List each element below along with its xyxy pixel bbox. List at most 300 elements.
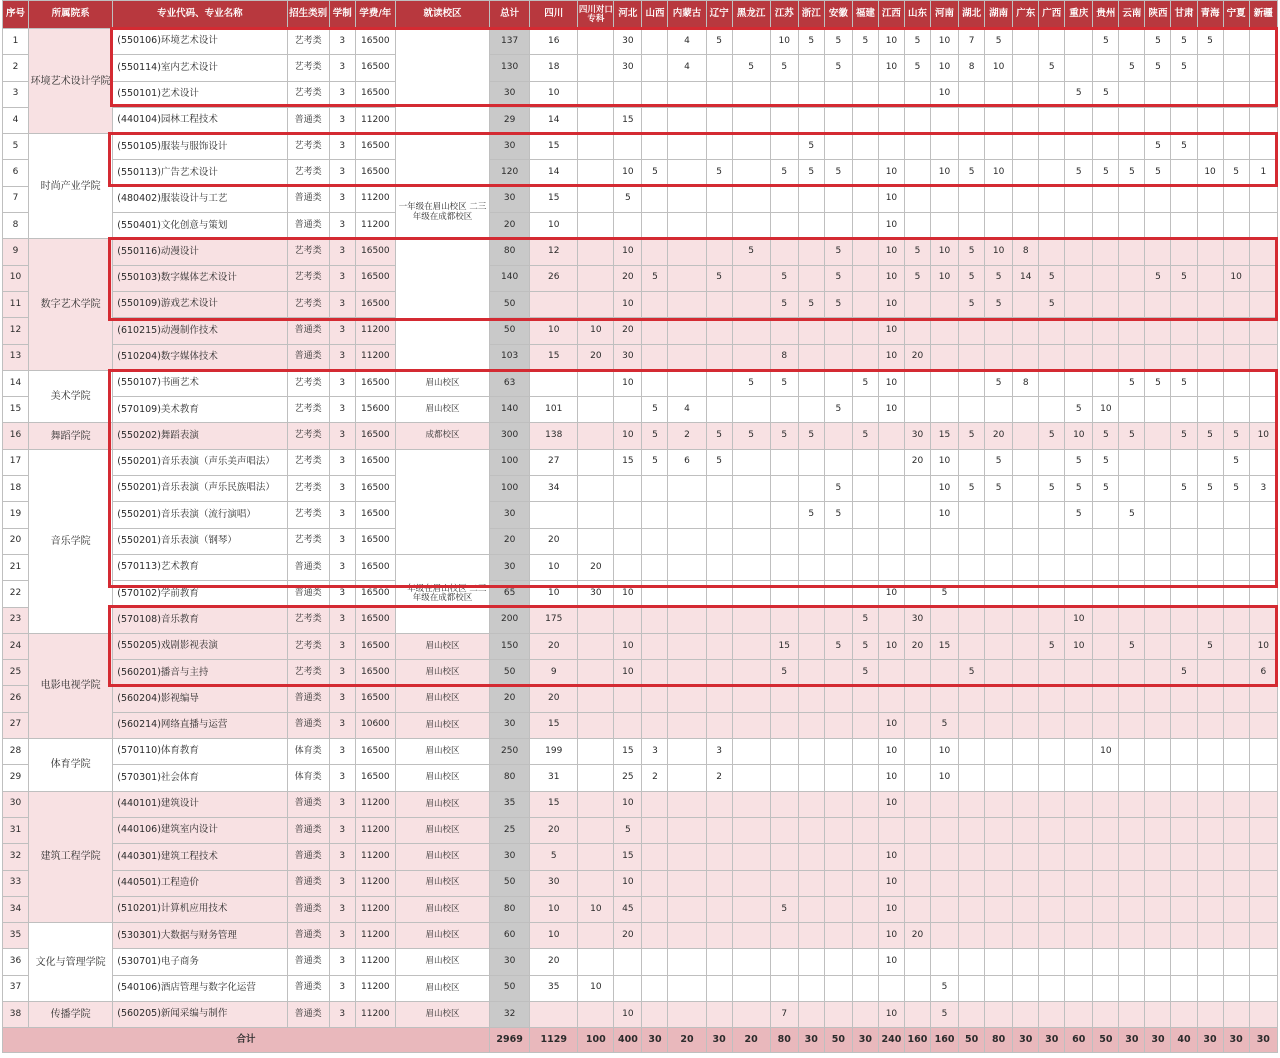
enrollment-type: 普通类 <box>287 923 329 949</box>
province-quota <box>1197 817 1223 843</box>
province-quota <box>668 1001 706 1027</box>
province-quota <box>1039 239 1065 265</box>
province-quota <box>1093 765 1119 791</box>
major-name: (570113)艺术教育 <box>113 554 287 580</box>
study-years: 3 <box>329 554 355 580</box>
province-quota: 10 <box>614 581 642 607</box>
table-row <box>3 817 1278 843</box>
province-quota <box>1013 186 1039 212</box>
enrollment-type: 艺考类 <box>287 607 329 633</box>
province-quota: 15 <box>931 633 959 659</box>
province-quota <box>1013 160 1039 186</box>
province-quota <box>1065 213 1093 239</box>
row-number: 31 <box>3 817 29 843</box>
province-quota: 5 <box>824 502 852 528</box>
province-quota <box>732 134 770 160</box>
province-quota <box>1013 449 1039 475</box>
province-quota <box>931 870 959 896</box>
enrollment-type: 普通类 <box>287 186 329 212</box>
province-quota: 5 <box>1093 476 1119 502</box>
province-quota <box>985 1001 1013 1027</box>
tuition-fee: 16500 <box>355 765 395 791</box>
province-quota: 5 <box>798 502 824 528</box>
province-quota <box>1013 607 1039 633</box>
province-quota <box>852 923 878 949</box>
province-quota <box>1013 975 1039 1001</box>
province-quota <box>904 554 930 580</box>
province-quota: 10 <box>530 554 578 580</box>
province-quota <box>1119 1001 1145 1027</box>
province-quota <box>959 186 985 212</box>
province-quota <box>578 502 614 528</box>
province-quota <box>1119 476 1145 502</box>
study-years: 3 <box>329 160 355 186</box>
province-quota <box>852 186 878 212</box>
province-quota: 45 <box>614 896 642 922</box>
province-quota <box>668 607 706 633</box>
province-quota <box>959 712 985 738</box>
province-quota <box>668 502 706 528</box>
row-number: 5 <box>3 134 29 160</box>
province-quota <box>614 949 642 975</box>
enrollment-type: 普通类 <box>287 686 329 712</box>
province-quota <box>614 502 642 528</box>
province-quota: 10 <box>1065 633 1093 659</box>
province-quota <box>706 607 732 633</box>
province-quota <box>931 660 959 686</box>
province-quota: 5 <box>642 265 668 291</box>
province-quota <box>668 81 706 107</box>
province-quota <box>1065 844 1093 870</box>
province-quota: 5 <box>1171 134 1197 160</box>
province-quota <box>959 765 985 791</box>
province-quota <box>770 765 798 791</box>
enrollment-type: 普通类 <box>287 870 329 896</box>
province-quota <box>852 449 878 475</box>
province-quota <box>904 870 930 896</box>
province-quota <box>642 213 668 239</box>
province-quota <box>824 318 852 344</box>
province-quota: 5 <box>985 265 1013 291</box>
province-quota <box>824 686 852 712</box>
province-quota <box>1145 528 1171 554</box>
province-quota <box>852 554 878 580</box>
province-quota: 20 <box>530 633 578 659</box>
province-quota <box>770 686 798 712</box>
table-row <box>3 265 1278 291</box>
province-quota: 10 <box>530 581 578 607</box>
province-quota <box>798 975 824 1001</box>
province-quota: 5 <box>798 423 824 449</box>
province-quota <box>931 896 959 922</box>
province-quota <box>1171 791 1197 817</box>
province-quota <box>1013 476 1039 502</box>
tuition-fee: 10600 <box>355 712 395 738</box>
province-quota <box>1171 633 1197 659</box>
campus-cell: 眉山校区 <box>395 397 489 423</box>
tuition-fee: 16500 <box>355 660 395 686</box>
province-total: 400 <box>614 1028 642 1053</box>
province-total: 30 <box>1145 1028 1171 1053</box>
campus-cell: 眉山校区 <box>395 712 489 738</box>
major-name: (550114)室内艺术设计 <box>113 55 287 81</box>
province-quota <box>959 449 985 475</box>
province-quota <box>1145 712 1171 738</box>
province-quota <box>1197 344 1223 370</box>
province-quota <box>852 502 878 528</box>
major-name: (550101)艺术设计 <box>113 81 287 107</box>
province-quota <box>1249 81 1277 107</box>
province-quota <box>1145 449 1171 475</box>
province-quota <box>642 370 668 396</box>
province-quota <box>904 975 930 1001</box>
province-quota <box>1171 844 1197 870</box>
province-quota <box>985 502 1013 528</box>
province-quota <box>1065 791 1093 817</box>
province-quota: 5 <box>1039 476 1065 502</box>
province-quota <box>1145 791 1171 817</box>
campus-cell: 眉山校区 <box>395 633 489 659</box>
province-quota: 5 <box>959 160 985 186</box>
province-quota <box>931 107 959 133</box>
province-quota <box>1039 318 1065 344</box>
province-quota <box>1197 397 1223 423</box>
enrollment-type: 艺考类 <box>287 502 329 528</box>
province-quota: 8 <box>770 344 798 370</box>
total-quota: 137 <box>490 29 530 55</box>
province-quota: 10 <box>878 870 904 896</box>
province-quota <box>614 213 642 239</box>
province-quota <box>578 1001 614 1027</box>
province-quota <box>1013 344 1039 370</box>
province-quota <box>824 344 852 370</box>
total-quota: 150 <box>490 633 530 659</box>
province-quota <box>1171 1001 1197 1027</box>
province-quota: 5 <box>824 265 852 291</box>
province-quota <box>1145 817 1171 843</box>
province-quota <box>732 817 770 843</box>
province-quota <box>985 607 1013 633</box>
province-quota <box>1171 291 1197 317</box>
row-number: 9 <box>3 239 29 265</box>
study-years: 3 <box>329 423 355 449</box>
province-quota <box>985 581 1013 607</box>
province-quota <box>578 29 614 55</box>
row-number: 20 <box>3 528 29 554</box>
province-quota <box>878 81 904 107</box>
province-quota <box>1171 975 1197 1001</box>
column-header: 河北 <box>614 1 642 29</box>
province-quota <box>1249 791 1277 817</box>
province-quota <box>732 686 770 712</box>
table-row <box>3 186 1278 212</box>
province-quota: 5 <box>852 633 878 659</box>
province-quota: 10 <box>878 739 904 765</box>
department-cell: 传播学院 <box>29 1001 113 1027</box>
row-number: 19 <box>3 502 29 528</box>
province-quota <box>1145 660 1171 686</box>
enrollment-type: 艺考类 <box>287 134 329 160</box>
province-quota <box>985 896 1013 922</box>
province-quota <box>904 318 930 344</box>
province-quota <box>706 344 732 370</box>
province-quota <box>985 528 1013 554</box>
table-row <box>3 949 1278 975</box>
province-quota: 5 <box>959 291 985 317</box>
province-quota <box>1065 344 1093 370</box>
province-quota <box>1223 975 1249 1001</box>
province-quota <box>1119 397 1145 423</box>
province-quota: 10 <box>578 318 614 344</box>
row-number: 6 <box>3 160 29 186</box>
department-cell: 数字艺术学院 <box>29 239 113 370</box>
province-quota <box>1013 107 1039 133</box>
province-quota <box>1145 554 1171 580</box>
province-quota <box>1171 397 1197 423</box>
column-header: 序号 <box>3 1 29 29</box>
province-quota <box>1013 81 1039 107</box>
province-quota: 5 <box>824 291 852 317</box>
department-cell: 环境艺术设计学院 <box>29 29 113 134</box>
province-quota <box>614 528 642 554</box>
enrollment-type: 普通类 <box>287 1001 329 1027</box>
major-name: (440501)工程造价 <box>113 870 287 896</box>
province-quota <box>852 1001 878 1027</box>
province-quota <box>1197 370 1223 396</box>
province-quota: 5 <box>770 423 798 449</box>
table-row <box>3 318 1278 344</box>
province-quota <box>1119 923 1145 949</box>
enrollment-type: 普通类 <box>287 949 329 975</box>
province-quota <box>1065 1001 1093 1027</box>
province-quota: 20 <box>530 949 578 975</box>
enrollment-type: 艺考类 <box>287 265 329 291</box>
province-quota <box>878 134 904 160</box>
province-quota: 15 <box>530 712 578 738</box>
total-quota: 30 <box>490 81 530 107</box>
campus-cell: 眉山校区 <box>395 870 489 896</box>
province-quota: 5 <box>824 29 852 55</box>
province-total: 50 <box>959 1028 985 1053</box>
province-quota <box>1145 291 1171 317</box>
study-years: 3 <box>329 949 355 975</box>
province-quota: 5 <box>1145 134 1171 160</box>
province-quota <box>959 344 985 370</box>
province-quota <box>1093 239 1119 265</box>
tuition-fee: 11200 <box>355 844 395 870</box>
province-quota <box>824 923 852 949</box>
province-quota <box>706 686 732 712</box>
province-quota <box>931 318 959 344</box>
province-quota: 5 <box>959 265 985 291</box>
province-quota <box>578 660 614 686</box>
major-name: (530701)电子商务 <box>113 949 287 975</box>
column-header: 四川 <box>530 1 578 29</box>
province-quota <box>642 239 668 265</box>
tuition-fee: 16500 <box>355 607 395 633</box>
province-quota: 15 <box>530 791 578 817</box>
study-years: 3 <box>329 1001 355 1027</box>
campus-cell: 眉山校区 <box>395 370 489 396</box>
province-quota <box>732 186 770 212</box>
province-quota <box>530 1001 578 1027</box>
province-quota <box>732 975 770 1001</box>
province-quota <box>931 554 959 580</box>
province-quota <box>706 554 732 580</box>
province-quota <box>1145 502 1171 528</box>
province-quota <box>1039 554 1065 580</box>
study-years: 3 <box>329 607 355 633</box>
province-quota <box>1197 765 1223 791</box>
province-quota <box>931 686 959 712</box>
province-quota <box>1171 739 1197 765</box>
province-quota <box>732 765 770 791</box>
tuition-fee: 16500 <box>355 134 395 160</box>
province-quota <box>1039 344 1065 370</box>
province-quota <box>1145 739 1171 765</box>
province-quota <box>852 949 878 975</box>
province-quota: 3 <box>1249 476 1277 502</box>
province-quota <box>1039 581 1065 607</box>
province-quota <box>642 291 668 317</box>
total-quota: 25 <box>490 817 530 843</box>
row-number: 18 <box>3 476 29 502</box>
major-name: (440106)建筑室内设计 <box>113 817 287 843</box>
province-quota: 10 <box>878 318 904 344</box>
province-quota <box>1039 791 1065 817</box>
province-quota <box>1171 160 1197 186</box>
province-quota: 10 <box>878 633 904 659</box>
province-quota: 20 <box>904 633 930 659</box>
column-header: 山西 <box>642 1 668 29</box>
province-quota <box>904 476 930 502</box>
tuition-fee: 11200 <box>355 318 395 344</box>
province-quota: 8 <box>1013 239 1039 265</box>
province-quota: 20 <box>614 923 642 949</box>
row-number: 33 <box>3 870 29 896</box>
province-quota <box>1065 739 1093 765</box>
province-quota <box>1065 370 1093 396</box>
province-quota <box>706 844 732 870</box>
province-quota <box>1223 291 1249 317</box>
province-quota <box>931 397 959 423</box>
province-quota <box>1013 528 1039 554</box>
province-quota <box>668 107 706 133</box>
province-quota: 10 <box>931 160 959 186</box>
row-number: 36 <box>3 949 29 975</box>
province-quota <box>1013 318 1039 344</box>
province-quota <box>668 765 706 791</box>
province-total: 30 <box>1013 1028 1039 1053</box>
study-years: 3 <box>329 528 355 554</box>
province-quota <box>985 107 1013 133</box>
major-name: (550201)音乐表演（声乐民族唱法） <box>113 476 287 502</box>
province-quota: 5 <box>1197 423 1223 449</box>
province-quota <box>642 581 668 607</box>
province-quota <box>1249 29 1277 55</box>
province-quota: 10 <box>985 55 1013 81</box>
province-quota: 5 <box>824 397 852 423</box>
province-quota <box>1249 844 1277 870</box>
province-quota <box>1013 739 1039 765</box>
province-quota <box>1171 554 1197 580</box>
province-quota <box>732 502 770 528</box>
column-header: 专业代码、专业名称 <box>113 1 287 29</box>
province-quota <box>706 949 732 975</box>
tuition-fee: 11200 <box>355 896 395 922</box>
province-quota: 15 <box>614 449 642 475</box>
tuition-fee: 16500 <box>355 449 395 475</box>
province-quota <box>931 949 959 975</box>
province-quota: 26 <box>530 265 578 291</box>
grand-total: 2969 <box>490 1028 530 1053</box>
province-quota <box>1065 581 1093 607</box>
table-row <box>3 686 1278 712</box>
province-quota: 4 <box>668 29 706 55</box>
province-quota <box>614 554 642 580</box>
province-quota <box>668 633 706 659</box>
tuition-fee: 11200 <box>355 344 395 370</box>
province-quota <box>1119 870 1145 896</box>
province-quota <box>1249 265 1277 291</box>
total-quota: 30 <box>490 186 530 212</box>
province-quota <box>852 291 878 317</box>
province-quota <box>642 712 668 738</box>
province-quota <box>732 397 770 423</box>
province-quota: 10 <box>931 29 959 55</box>
province-quota <box>1223 1001 1249 1027</box>
table-row <box>3 896 1278 922</box>
province-quota <box>1223 844 1249 870</box>
province-quota <box>1013 765 1039 791</box>
province-quota <box>706 397 732 423</box>
province-quota: 10 <box>1065 423 1093 449</box>
column-header: 新疆 <box>1249 1 1277 29</box>
province-quota: 5 <box>1197 29 1223 55</box>
table-row <box>3 607 1278 633</box>
province-quota <box>578 55 614 81</box>
province-quota <box>798 449 824 475</box>
province-quota <box>824 528 852 554</box>
province-quota <box>642 686 668 712</box>
province-quota <box>1039 397 1065 423</box>
province-quota <box>985 923 1013 949</box>
province-quota <box>770 528 798 554</box>
tuition-fee: 11200 <box>355 923 395 949</box>
province-quota <box>578 423 614 449</box>
province-quota: 5 <box>904 265 930 291</box>
province-quota <box>1013 291 1039 317</box>
table-row <box>3 633 1278 659</box>
province-quota <box>878 817 904 843</box>
province-quota <box>985 318 1013 344</box>
column-header: 招生类别 <box>287 1 329 29</box>
province-quota <box>1171 870 1197 896</box>
tuition-fee: 16500 <box>355 476 395 502</box>
province-quota <box>798 265 824 291</box>
department-cell: 音乐学院 <box>29 449 113 633</box>
row-number: 2 <box>3 55 29 81</box>
province-quota <box>798 186 824 212</box>
province-quota: 5 <box>642 397 668 423</box>
table-row <box>3 554 1278 580</box>
province-quota: 5 <box>1065 449 1093 475</box>
province-quota <box>824 817 852 843</box>
total-quota: 20 <box>490 213 530 239</box>
province-total: 160 <box>931 1028 959 1053</box>
major-name: (550201)音乐表演（流行演唱） <box>113 502 287 528</box>
province-quota <box>1065 318 1093 344</box>
